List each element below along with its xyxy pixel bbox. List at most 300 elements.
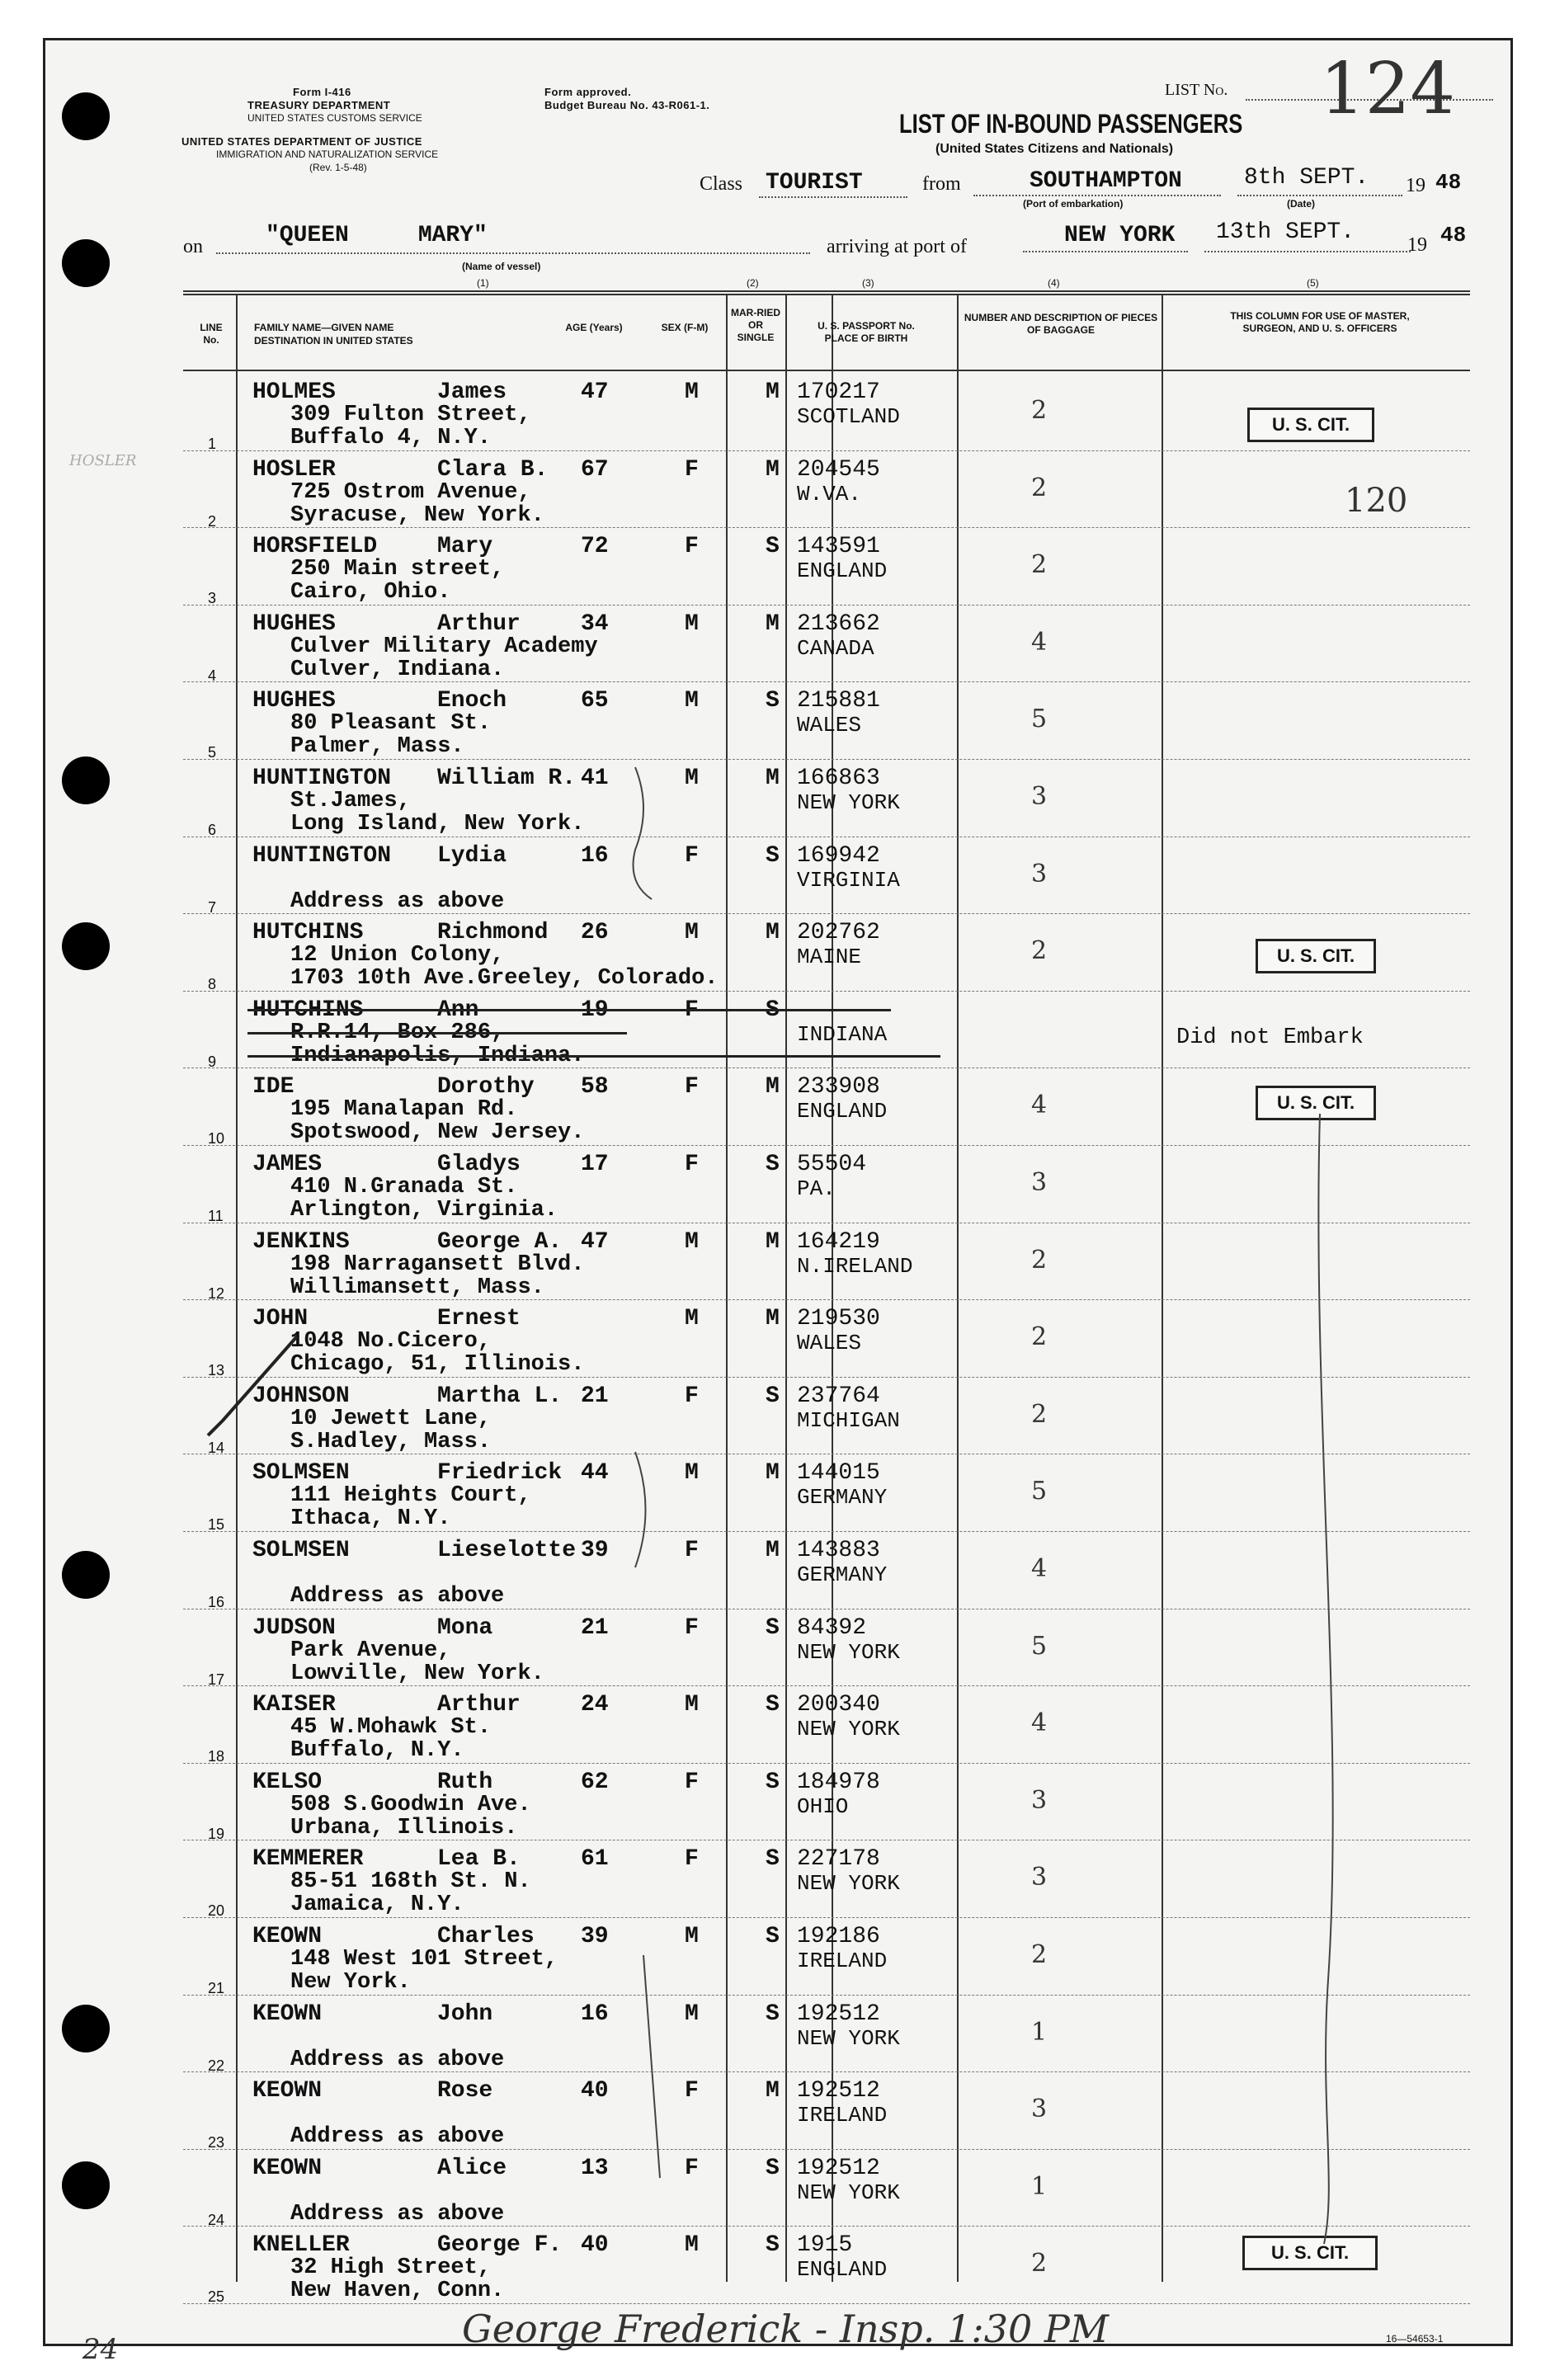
vessel-name: "QUEEN MARY" xyxy=(266,223,488,248)
baggage-count: 4 xyxy=(1031,1091,1048,1120)
address-line-1: 195 Manalapan Rd. xyxy=(290,1097,518,1123)
sex: F xyxy=(685,456,699,483)
row-line-number: 16 xyxy=(208,1594,225,1610)
inspector-signature: George Frederick - Insp. 1:30 PM xyxy=(462,2307,1109,2351)
sex: M xyxy=(685,1924,699,1949)
place-of-birth: W.VA. xyxy=(797,481,862,507)
place-of-birth: NEW YORK xyxy=(797,790,900,815)
address-line-2: New Haven, Conn. xyxy=(290,2279,505,2304)
given-name: George A. xyxy=(437,1228,563,1255)
passport-number: 55504 xyxy=(797,1152,867,1177)
tick-mark xyxy=(208,1336,297,1435)
address-line-2: Address as above xyxy=(290,2201,505,2227)
row-line-number: 1 xyxy=(208,436,217,452)
sex: M xyxy=(685,1306,699,1332)
given-name: Arthur xyxy=(437,610,521,637)
row-line-number: 18 xyxy=(208,1748,225,1765)
address-line-2: Syracuse, New York. xyxy=(290,502,544,528)
baggage-count: 5 xyxy=(1031,705,1048,734)
baggage-count: 3 xyxy=(1031,859,1048,888)
embark-date: 8th SEPT. xyxy=(1244,165,1369,191)
family-name: KEOWN xyxy=(252,2155,323,2181)
row-line-number: 17 xyxy=(208,1671,225,1688)
age: 16 xyxy=(581,842,609,869)
family-name: KNELLER xyxy=(252,2232,350,2259)
officer-note: Did not Embark xyxy=(1176,1025,1364,1050)
age: 16 xyxy=(581,2001,609,2027)
marital-status: S xyxy=(766,1152,780,1177)
place-of-birth: NEW YORK xyxy=(797,1639,900,1665)
form-number: Form I-416 xyxy=(293,86,351,98)
justice-dept: UNITED STATES DEPARTMENT OF JUSTICE xyxy=(181,135,422,148)
sex: F xyxy=(685,1383,699,1409)
passport-number: 144015 xyxy=(797,1460,880,1487)
given-name: Arthur xyxy=(437,1692,521,1718)
place-of-birth: WALES xyxy=(797,1331,862,1356)
sex: F xyxy=(685,1846,699,1873)
baggage-count: 3 xyxy=(1031,2095,1048,2124)
sex: F xyxy=(685,1538,699,1563)
baggage-count: 3 xyxy=(1031,1168,1048,1197)
marital-status: S xyxy=(766,842,780,869)
baggage-count: 5 xyxy=(1031,1477,1048,1506)
class-label: Class xyxy=(700,173,743,195)
port-of-embarkation: SOUTHAMPTON xyxy=(1030,168,1182,194)
passport-number: 184978 xyxy=(797,1769,880,1795)
address-line-1: 410 N.Granada St. xyxy=(290,1175,518,1199)
row-line-number: 8 xyxy=(208,976,217,993)
passport-number: 202762 xyxy=(797,920,880,946)
family-name: JENKINS xyxy=(252,1228,350,1255)
baggage-count: 2 xyxy=(1031,936,1048,966)
header-married: MAR-RIED OR SINGLE xyxy=(731,307,780,343)
family-name: HUTCHINS xyxy=(252,997,364,1023)
header-passport: U. S. PASSPORT No. PLACE OF BIRTH xyxy=(818,320,915,344)
passport-number: 204545 xyxy=(797,456,880,483)
list-no-label: LIST No. xyxy=(1165,81,1228,99)
passport-number: 237764 xyxy=(797,1383,880,1409)
sex: M xyxy=(685,920,699,946)
place-of-birth: MAINE xyxy=(797,945,862,970)
arrival-port: NEW YORK xyxy=(1064,223,1176,248)
passport-number: 192512 xyxy=(797,2001,880,2027)
marital-status: M xyxy=(766,766,780,791)
address-line-2: Willimansett, Mass. xyxy=(290,1275,544,1300)
family-name: KEOWN xyxy=(252,2001,323,2027)
place-of-birth: PA. xyxy=(797,1176,836,1201)
given-name: Ruth xyxy=(437,1769,493,1795)
treasury-dept: TREASURY DEPARTMENT xyxy=(247,99,391,111)
marital-status: M xyxy=(766,1074,780,1100)
marital-status: S xyxy=(766,2001,780,2027)
passport-number: 200340 xyxy=(797,1692,880,1718)
given-name: Ann xyxy=(437,997,479,1023)
family-name: KAISER xyxy=(252,1692,336,1718)
family-name: HOLMES xyxy=(252,379,336,405)
age: 44 xyxy=(581,1460,609,1487)
year-prefix-2: 19 xyxy=(1407,234,1427,256)
age: 65 xyxy=(581,688,609,714)
given-name: Dorothy xyxy=(437,1074,535,1100)
row-line-number: 25 xyxy=(208,2288,225,2306)
age: 21 xyxy=(581,1383,609,1409)
address-line-1: 12 Union Colony, xyxy=(290,943,505,968)
marital-status: S xyxy=(766,688,780,714)
baggage-count: 2 xyxy=(1031,550,1048,580)
baggage-count: 4 xyxy=(1031,1708,1048,1738)
sex: F xyxy=(685,2155,699,2181)
given-name: James xyxy=(437,379,507,405)
row-line-number: 19 xyxy=(208,1825,225,1842)
passport-number: 143883 xyxy=(797,1538,880,1563)
passport-number: 169942 xyxy=(797,842,880,869)
year-2: 48 xyxy=(1440,223,1467,247)
age: 39 xyxy=(581,1538,609,1563)
place-of-birth: WALES xyxy=(797,713,862,738)
family-name: KEMMERER xyxy=(252,1846,364,1873)
address-line-2: Long Island, New York. xyxy=(290,812,585,837)
sex: F xyxy=(685,534,699,560)
col-num-5: (5) xyxy=(1307,277,1319,289)
sex: F xyxy=(685,1769,699,1795)
address-line-2: Indianapolis, Indiana. xyxy=(290,1043,585,1068)
row-line-number: 4 xyxy=(208,667,217,684)
sex: F xyxy=(685,842,699,869)
address-line-1: 309 Fulton Street, xyxy=(290,403,531,427)
baggage-count: 2 xyxy=(1031,473,1048,502)
place-of-birth: MICHIGAN xyxy=(797,1407,900,1433)
place-of-birth: ENGLAND xyxy=(797,2257,888,2283)
age: 47 xyxy=(581,1228,609,1255)
row-line-number: 21 xyxy=(208,1980,225,1996)
marital-status: S xyxy=(766,1383,780,1409)
family-name: HUGHES xyxy=(252,610,336,637)
given-name: Enoch xyxy=(437,688,507,714)
place-of-birth: VIRGINIA xyxy=(797,867,900,893)
baggage-count: 1 xyxy=(1031,2171,1048,2201)
address-line-1: R.R.14, Box 286, xyxy=(290,1020,505,1045)
ins-service: IMMIGRATION AND NATURALIZATION SERVICE xyxy=(216,148,439,160)
officer-note: 120 xyxy=(1345,481,1408,520)
sex: F xyxy=(685,1152,699,1177)
family-name: JOHN xyxy=(252,1306,309,1332)
address-line-1: Park Avenue, xyxy=(290,1638,451,1663)
family-name: HUGHES xyxy=(252,688,336,714)
passport-number: 166863 xyxy=(797,766,880,791)
baggage-count: 5 xyxy=(1031,1631,1048,1661)
age: 41 xyxy=(581,766,609,791)
address-line-2: Address as above xyxy=(290,1584,505,1609)
header-officers: THIS COLUMN FOR USE OF MASTER, SURGEON, AND U. S. OFFICERS xyxy=(1230,310,1410,334)
marital-status: M xyxy=(766,1228,780,1255)
baggage-count: 2 xyxy=(1031,1940,1048,1969)
sex: F xyxy=(685,1074,699,1100)
address-line-1: 1048 No.Cicero, xyxy=(290,1329,492,1355)
address-line-2: Address as above xyxy=(290,888,505,914)
header-age: AGE (Years) xyxy=(565,322,623,333)
customs-service: UNITED STATES CUSTOMS SERVICE xyxy=(247,112,422,124)
given-name: Charles xyxy=(437,1924,535,1949)
address-line-2: Jamaica, N.Y. xyxy=(290,1892,464,1918)
margin-note-hosler: HOSLER xyxy=(69,452,137,469)
place-of-birth: NEW YORK xyxy=(797,2025,900,2051)
marital-status: S xyxy=(766,997,780,1023)
given-name: John xyxy=(437,2001,493,2027)
sex: M xyxy=(685,766,699,791)
form-approved: Form approved. xyxy=(544,86,632,98)
baggage-count: 4 xyxy=(1031,627,1048,657)
given-name: William R. xyxy=(437,766,577,791)
age: 24 xyxy=(581,1692,609,1718)
arrival-date: 13th SEPT. xyxy=(1216,219,1355,245)
age: 61 xyxy=(581,1846,609,1873)
bracket-mark xyxy=(643,1955,660,2178)
passport-number: 164219 xyxy=(797,1228,880,1255)
given-name: Mona xyxy=(437,1614,493,1641)
passport-number: 227178 xyxy=(797,1846,880,1873)
header-line-no: LINE No. xyxy=(200,322,223,346)
age: 58 xyxy=(581,1074,609,1100)
address-line-1: 85-51 168th St. N. xyxy=(290,1869,531,1895)
place-of-birth: ENGLAND xyxy=(797,1099,888,1124)
place-of-birth: GERMANY xyxy=(797,1562,888,1587)
baggage-count: 2 xyxy=(1031,1322,1048,1352)
age: 67 xyxy=(581,456,609,483)
marital-status: S xyxy=(766,2232,780,2259)
row-line-number: 14 xyxy=(208,1439,225,1456)
place-of-birth: GERMANY xyxy=(797,1485,888,1510)
family-name: KEOWN xyxy=(252,2078,323,2104)
age: 40 xyxy=(581,2232,609,2259)
marital-status: M xyxy=(766,1460,780,1487)
place-of-birth: NEW YORK xyxy=(797,1717,900,1742)
address-line-2: Spotswood, New Jersey. xyxy=(290,1120,585,1146)
family-name: KEOWN xyxy=(252,1924,323,1949)
address-line-2: S.Hadley, Mass. xyxy=(290,1429,492,1454)
address-line-1: 45 W.Mohawk St. xyxy=(290,1715,492,1741)
age: 34 xyxy=(581,610,609,637)
place-of-birth: NEW YORK xyxy=(797,2180,900,2205)
row-line-number: 23 xyxy=(208,2134,225,2151)
margin-number: 24 xyxy=(82,2333,119,2366)
place-of-birth: SCOTLAND xyxy=(797,404,900,429)
marital-status: S xyxy=(766,1692,780,1718)
given-name: Ernest xyxy=(437,1306,521,1332)
col-num-4: (4) xyxy=(1048,277,1060,289)
marital-status: M xyxy=(766,1538,780,1563)
place-of-birth: CANADA xyxy=(797,635,874,661)
row-line-number: 12 xyxy=(208,1284,225,1302)
vessel-caption: (Name of vessel) xyxy=(462,261,541,272)
sex: M xyxy=(685,2001,699,2027)
form-subtitle: (United States Citizens and Nationals) xyxy=(935,142,1174,156)
age: 13 xyxy=(581,2155,609,2181)
passport-number: 213662 xyxy=(797,610,880,637)
given-name: Alice xyxy=(437,2155,507,2181)
marital-status: M xyxy=(766,2078,780,2104)
baggage-count: 4 xyxy=(1031,1554,1048,1583)
passport-number: 215881 xyxy=(797,688,880,714)
address-line-1: 508 S.Goodwin Ave. xyxy=(290,1792,531,1817)
header-destination: DESTINATION IN UNITED STATES xyxy=(254,335,413,346)
family-name: JUDSON xyxy=(252,1614,336,1641)
address-line-2: Address as above xyxy=(290,2047,505,2072)
given-name: Gladys xyxy=(437,1152,521,1177)
header-sex: SEX (F-M) xyxy=(661,322,709,333)
age: 17 xyxy=(581,1152,609,1177)
family-name: HOSLER xyxy=(252,456,336,483)
sex: M xyxy=(685,610,699,637)
place-of-birth: IRELAND xyxy=(797,1949,888,1973)
vertical-pen-line xyxy=(1318,1114,1332,2244)
address-line-2: Ithaca, N.Y. xyxy=(290,1506,451,1532)
address-line-1: 250 Main street, xyxy=(290,557,505,582)
marital-status: S xyxy=(766,1614,780,1641)
address-line-2: Arlington, Virginia. xyxy=(290,1198,558,1223)
arriving-label: arriving at port of xyxy=(827,236,967,257)
address-line-2: Address as above xyxy=(290,2124,505,2150)
family-name: SOLMSEN xyxy=(252,1538,350,1563)
address-line-2: Urbana, Illinois. xyxy=(290,1815,518,1840)
place-of-birth: ENGLAND xyxy=(797,558,888,584)
given-name: George F. xyxy=(437,2232,563,2259)
sex: F xyxy=(685,997,699,1023)
address-line-2: 1703 10th Ave.Greeley, Colorado. xyxy=(290,966,719,992)
col-num-1: (1) xyxy=(477,277,489,289)
passport-number: 1915 xyxy=(797,2232,853,2259)
age: 40 xyxy=(581,2078,609,2104)
age: 47 xyxy=(581,379,609,405)
sex: M xyxy=(685,1692,699,1718)
family-name: HORSFIELD xyxy=(252,534,378,560)
sex: M xyxy=(685,2232,699,2259)
family-name: HUNTINGTON xyxy=(252,842,392,869)
address-line-1: 725 Ostrom Avenue, xyxy=(290,479,531,505)
sex: M xyxy=(685,1228,699,1255)
row-line-number: 7 xyxy=(208,898,217,916)
age: 26 xyxy=(581,920,609,946)
row-line-number: 15 xyxy=(208,1516,225,1534)
marital-status: S xyxy=(766,1924,780,1949)
family-name: KELSO xyxy=(252,1769,323,1795)
port-caption: (Port of embarkation) xyxy=(1023,198,1124,210)
marital-status: M xyxy=(766,1306,780,1332)
address-line-1: Culver Military Academy xyxy=(290,634,598,659)
row-line-number: 3 xyxy=(208,590,217,607)
row-line-number: 9 xyxy=(208,1053,217,1070)
baggage-count: 2 xyxy=(1031,2249,1048,2279)
given-name: Lea B. xyxy=(437,1846,521,1873)
baggage-count: 2 xyxy=(1031,396,1048,425)
passport-number: 233908 xyxy=(797,1074,880,1100)
date-caption: (Date) xyxy=(1287,198,1316,210)
marital-status: S xyxy=(766,1846,780,1873)
row-line-number: 2 xyxy=(208,512,217,530)
sex: M xyxy=(685,379,699,405)
marital-status: S xyxy=(766,534,780,560)
age: 72 xyxy=(581,534,609,560)
passport-number: 219530 xyxy=(797,1306,880,1332)
row-line-number: 10 xyxy=(208,1130,225,1148)
address-line-2: New York. xyxy=(290,1970,411,1995)
baggage-count: 1 xyxy=(1031,2017,1048,2047)
address-line-1: 111 Heights Court, xyxy=(290,1483,531,1509)
sex: F xyxy=(685,2078,699,2104)
marital-status: M xyxy=(766,920,780,946)
row-line-number: 22 xyxy=(208,2057,225,2074)
sex: F xyxy=(685,1614,699,1641)
address-line-1: 148 West 101 Street, xyxy=(290,1947,558,1972)
given-name: Mary xyxy=(437,534,493,560)
marital-status: S xyxy=(766,1769,780,1795)
row-line-number: 13 xyxy=(208,1362,225,1379)
family-name: SOLMSEN xyxy=(252,1460,350,1487)
us-cit-stamp: U. S. CIT. xyxy=(1256,1086,1376,1120)
baggage-count: 2 xyxy=(1031,1245,1048,1275)
address-line-2: Palmer, Mass. xyxy=(290,734,464,760)
header-name: FAMILY NAME—GIVEN NAME xyxy=(254,322,394,333)
family-name: HUNTINGTON xyxy=(252,766,392,791)
row-line-number: 11 xyxy=(208,1208,224,1224)
passport-number: 192186 xyxy=(797,1924,880,1949)
bracket-mark xyxy=(635,1452,646,1567)
given-name: Rose xyxy=(437,2078,493,2104)
given-name: Martha L. xyxy=(437,1383,563,1409)
baggage-count: 3 xyxy=(1031,1785,1048,1815)
header-baggage: NUMBER AND DESCRIPTION OF PIECES OF BAGGAGE xyxy=(964,312,1158,336)
address-line-2: Buffalo 4, N.Y. xyxy=(290,426,492,450)
passport-number: 170217 xyxy=(797,379,880,405)
passport-number: 143591 xyxy=(797,534,880,560)
address-line-1: St.James, xyxy=(290,789,411,813)
sex: M xyxy=(685,688,699,714)
class-value: TOURIST xyxy=(766,170,863,196)
sex: M xyxy=(685,1460,699,1487)
row-line-number: 5 xyxy=(208,744,217,761)
baggage-count: 3 xyxy=(1031,1863,1048,1892)
place-of-birth: INDIANA xyxy=(797,1021,888,1047)
form-title: LIST OF IN-BOUND PASSENGERS xyxy=(899,109,1243,139)
year-prefix-1: 19 xyxy=(1406,175,1425,196)
year-1: 48 xyxy=(1435,170,1462,195)
address-line-2: Culver, Indiana. xyxy=(290,657,505,682)
given-name: Lieselotte xyxy=(437,1538,577,1563)
family-name: JAMES xyxy=(252,1152,323,1177)
address-line-2: Lowville, New York. xyxy=(290,1661,544,1686)
us-cit-stamp: U. S. CIT. xyxy=(1242,2236,1378,2270)
address-line-2: Chicago, 51, Illinois. xyxy=(290,1352,585,1378)
passport-number: 192512 xyxy=(797,2078,880,2104)
passport-number: 84392 xyxy=(797,1614,867,1641)
address-line-1: 198 Narragansett Blvd. xyxy=(290,1251,585,1277)
col-num-2: (2) xyxy=(747,277,759,289)
row-line-number: 20 xyxy=(208,1902,225,1920)
baggage-count: 2 xyxy=(1031,1399,1048,1429)
us-cit-stamp: U. S. CIT. xyxy=(1256,939,1376,973)
form-code: 16—54653-1 xyxy=(1386,2333,1444,2345)
us-cit-stamp: U. S. CIT. xyxy=(1247,408,1374,442)
place-of-birth: NEW YORK xyxy=(797,1871,900,1897)
address-line-2: Buffalo, N.Y. xyxy=(290,1738,464,1764)
place-of-birth: IRELAND xyxy=(797,2103,888,2128)
budget-bureau: Budget Bureau No. 43-R061-1. xyxy=(544,99,710,111)
address-line-1: 80 Pleasant St. xyxy=(290,711,492,737)
age: 21 xyxy=(581,1614,609,1641)
address-line-2: Cairo, Ohio. xyxy=(290,580,451,606)
passport-number: 192512 xyxy=(797,2155,880,2181)
age: 62 xyxy=(581,1769,609,1795)
col-num-3: (3) xyxy=(862,277,874,289)
